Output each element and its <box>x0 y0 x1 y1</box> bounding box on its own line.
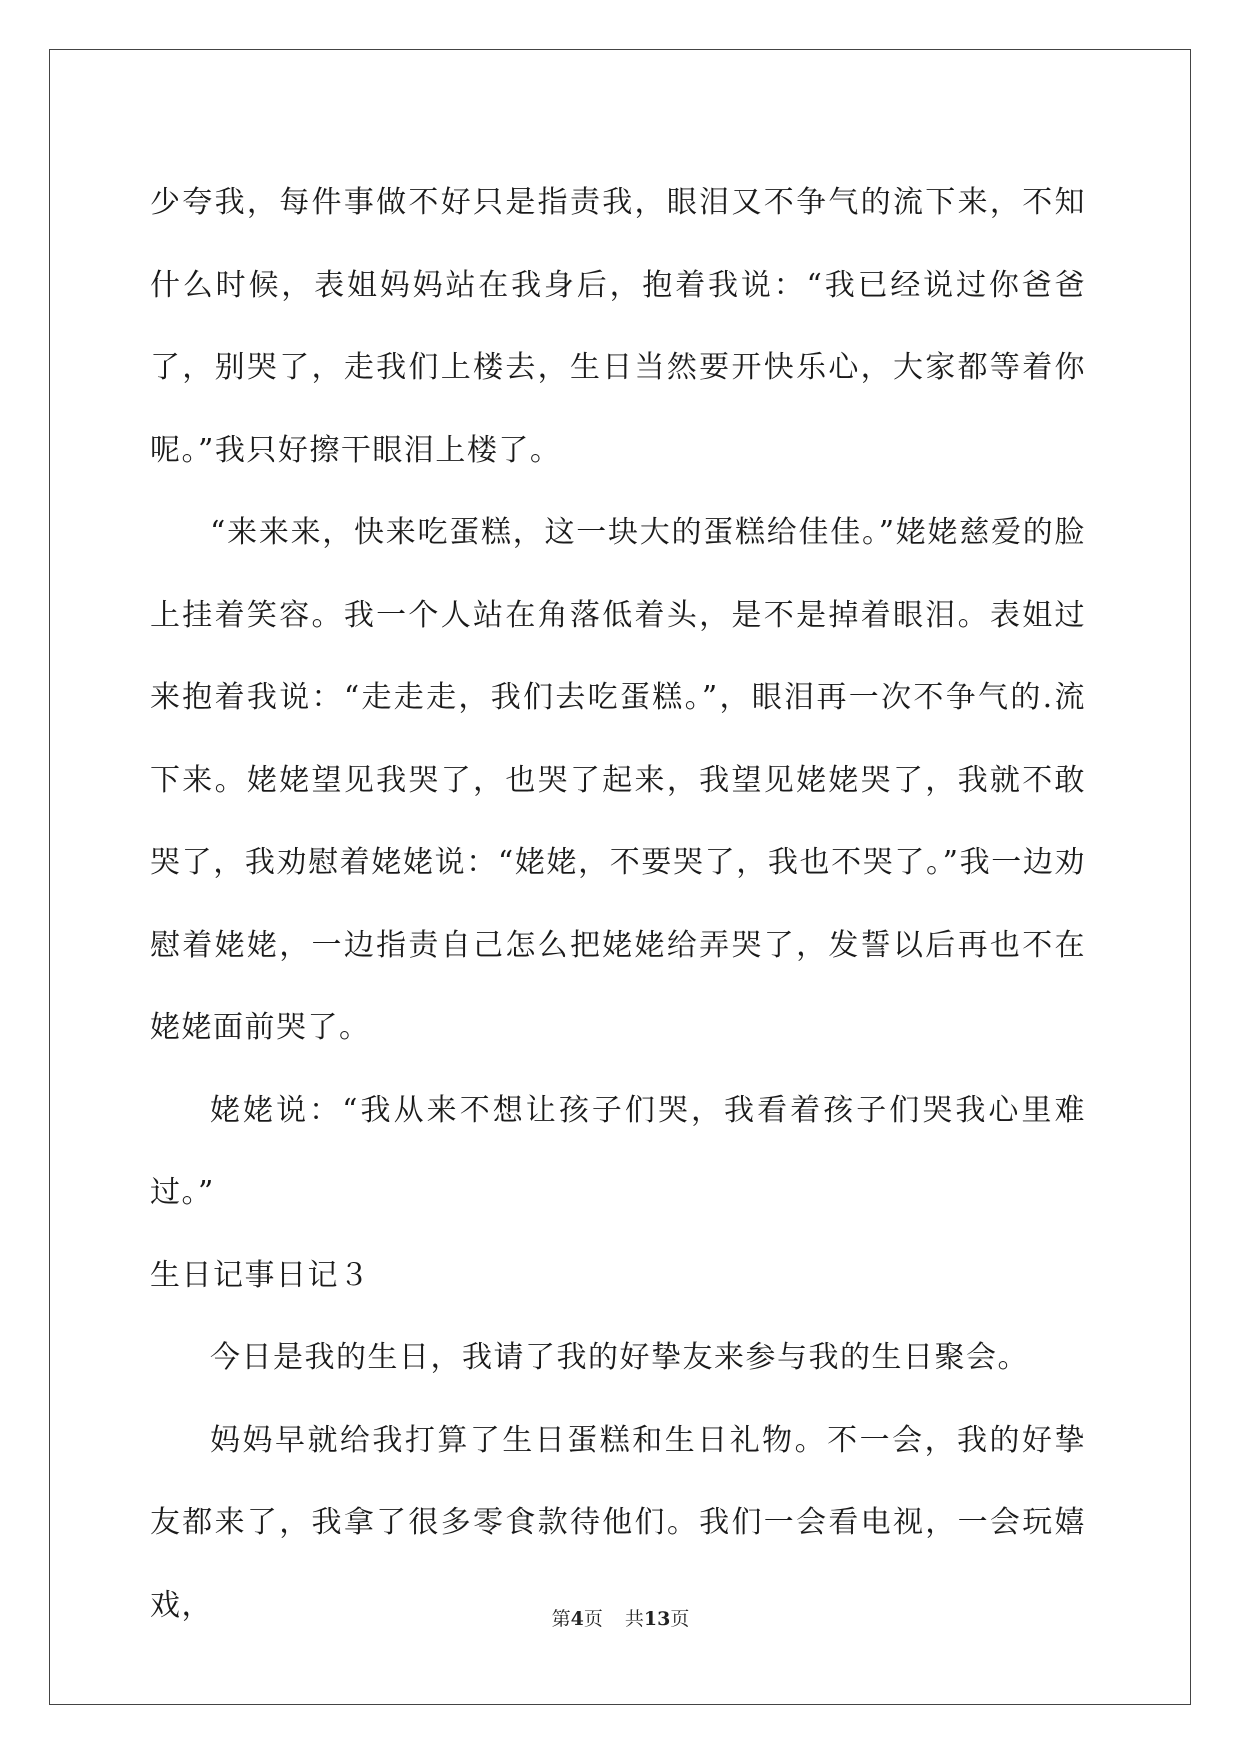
paragraph-3: 姥姥说：“我从来不想让孩子们哭，我看着孩子们哭我心里难过。” <box>150 1092 1086 1210</box>
document-body <box>150 162 1086 1647</box>
page-prefix: 第 <box>551 1608 571 1630</box>
page-footer <box>0 1604 1241 1634</box>
paragraph-2: “来来来，快来吃蛋糕，这一块大的蛋糕给佳佳。”姥姥慈爱的脸上挂着笑容。我一个人站在角落低着头，是不是掉着眼泪。表姐过来抱着我说：“走走走，我们去吃蛋糕。”，眼泪再一次不争气的.流下来。姥姥望见我哭了，也哭了起来，我望见姥姥哭了，我就不敢哭了，我劝慰着姥姥说：“姥姥，不要哭了，我也不哭了。”我一边劝慰着姥姥，一边指责自己怎么把姥姥给弄哭了，发誓以后再也不在姥姥面前哭了。 <box>150 515 1086 1045</box>
paragraph-1: 少夸我，每件事做不好只是指责我，眼泪又不争气的流下来，不知什么时候，表姐妈妈站在我身后，抱着我说：“我已经说过你爸爸了，别哭了，走我们上楼去，生日当然要开快乐心，大家都等着你呢。”我只好擦干眼泪上楼了。 <box>150 185 1086 468</box>
section-paragraph-1: 今日是我的生日，我请了我的好挚友来参与我的生日聚会。 <box>210 1340 1029 1375</box>
total-pages-number: 13 <box>643 1608 671 1630</box>
page-suffix: 页 <box>583 1608 603 1630</box>
section-heading: 生日记事日记３ <box>150 1257 371 1293</box>
total-prefix: 共 <box>624 1608 644 1630</box>
section-paragraph-2: 妈妈早就给我打算了生日蛋糕和生日礼物。不一会，我的好挚友都来了，我拿了很多零食款待他们。我们一会看电视，一会玩嬉戏， <box>150 1422 1086 1623</box>
current-page-number: 4 <box>570 1608 584 1630</box>
total-suffix: 页 <box>670 1608 690 1630</box>
